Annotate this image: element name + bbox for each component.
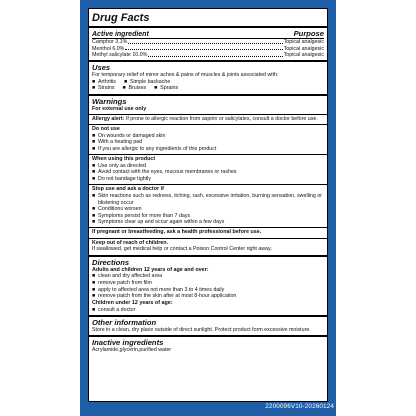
directions-heading: Directions	[92, 257, 130, 267]
active-ingredient-heading: Active ingredient	[92, 31, 149, 38]
children-heading: Children under 12 years of age:	[92, 299, 173, 306]
bullet-icon: ■	[92, 212, 96, 219]
list-item: ■ Do not bandage tightly	[92, 176, 152, 183]
bullet-icon: ■	[92, 132, 96, 139]
allergy-alert-section	[89, 115, 327, 125]
bullet-icon: ■	[92, 139, 96, 146]
drug-facts-panel	[88, 8, 328, 402]
uses-heading: Uses	[92, 63, 111, 73]
uses-text: For temporary relief of minor aches & pains of muscles & joints associated with:	[92, 72, 279, 79]
warnings-heading: Warnings	[92, 96, 127, 106]
list-item: ■ On wounds or damaged skin	[92, 132, 166, 139]
bullet-icon: ■	[92, 306, 96, 313]
lot-code: 2200096V10-20260124	[265, 403, 334, 410]
active-row	[92, 46, 324, 53]
purpose-heading: Purpose	[293, 29, 324, 38]
allergy-label: Allergy alert:	[92, 115, 125, 122]
use-item: Strains	[98, 85, 115, 92]
list-item: ■ Symptoms persist for more than 7 days	[92, 212, 191, 219]
list-item: ■ clean and dry affected area	[92, 273, 163, 280]
adults-heading: Adults and children 12 years of age and over:	[92, 266, 209, 273]
bullet-icon: ■	[92, 192, 96, 199]
list-item: ■ Skin reactions such as redness, itching, rash, excessive irritation, burning sensation, swelling or blistering occur	[92, 192, 323, 206]
bullet-icon: ■	[92, 273, 96, 280]
active-name: Camphor 3.1%	[92, 39, 128, 45]
active-header-row	[92, 29, 324, 39]
list-item: ■ Avoid contact with the eyes, mucous membranes or rashes	[92, 169, 237, 176]
bullet-icon: ■	[92, 85, 96, 92]
do-not-use-heading: Do not use	[92, 125, 120, 132]
use-item: Sprains	[160, 85, 179, 92]
allergy-text: If prone to allergic reaction from aspirin or salicylates, consult a doctor before use.	[124, 115, 318, 122]
left-edge	[0, 0, 32, 416]
list-item: ■ apply to affected area not more than 3 to 4 times daily	[92, 286, 225, 293]
when-using-section	[89, 155, 327, 185]
uses-row	[92, 85, 324, 92]
bullet-icon: ■	[92, 279, 96, 286]
keep-out-text: If swallowed, get medical help or contact a Poison Control Center right away.	[92, 246, 272, 253]
inactive-ingredients-heading: Inactive ingredients	[92, 337, 164, 347]
other-information-heading: Other information	[92, 317, 157, 327]
active-purpose: Topical analgesic	[283, 52, 324, 59]
inactive-ingredients-section	[89, 337, 327, 355]
bullet-icon: ■	[92, 145, 96, 152]
active-purpose: Topical analgesic	[283, 39, 324, 45]
bullet-icon: ■	[92, 162, 96, 169]
uses-section	[89, 62, 327, 95]
bullet-icon: ■	[92, 176, 96, 183]
bullet-icon: ■	[92, 206, 96, 213]
bullet-icon: ■	[92, 78, 96, 85]
use-item: Simple backache	[129, 78, 171, 85]
bullet-icon: ■	[92, 286, 96, 293]
do-not-use-section	[89, 125, 327, 155]
active-name: Menthol 6.0%	[92, 45, 125, 52]
drug-facts-title: Drug Facts	[89, 9, 327, 28]
list-item: ■ Conditions worsen	[92, 206, 142, 213]
allergy-alert	[92, 116, 324, 123]
inactive-ingredients-text: Acrylamide,glycerin,purified water	[92, 346, 172, 353]
pregnant-text: If pregnant or breastfeeding, ask a health professional before use.	[92, 229, 262, 236]
directions-section	[89, 257, 327, 317]
active-row	[92, 52, 324, 59]
uses-row	[92, 79, 324, 86]
bullet-icon: ■	[122, 85, 126, 92]
bullet-icon: ■	[92, 169, 96, 176]
stop-use-heading: Stop use and ask a doctor if	[92, 186, 164, 193]
bullet-icon: ■	[154, 85, 158, 92]
other-information-text: Store in a clean, dry place outside of direct sunlight. Protect product form excessive moisture.	[92, 326, 311, 333]
list-item: ■ remove patch from film	[92, 279, 152, 286]
bullet-icon: ■	[92, 219, 96, 226]
active-purpose: Topical analgesic	[283, 45, 324, 52]
list-item: ■ Use only as directed	[92, 162, 146, 169]
list-item: ■ If you are allergic to any ingredients of this product	[92, 145, 217, 152]
bullet-icon: ■	[123, 78, 128, 85]
bullet-icon: ■	[92, 293, 96, 300]
active-row	[92, 39, 324, 46]
list-item: ■ remove patch from the skin after at most 8-hour application	[92, 293, 237, 300]
active-name: Methyl salicylate 10.0%	[92, 52, 148, 59]
external-use-text: For external use only	[92, 105, 147, 112]
use-item: Bruises	[128, 85, 147, 92]
active-ingredient-section	[89, 28, 327, 62]
list-item: ■ Symptoms clear up and occur again within a few days	[92, 219, 225, 226]
keep-out-heading: Keep out of reach of children.	[92, 239, 169, 246]
stop-use-section	[89, 185, 327, 228]
use-item: Arthritis	[98, 78, 116, 85]
pregnant-section	[89, 228, 327, 238]
warnings-heading-section	[89, 96, 327, 115]
list-item: ■ consult a doctor	[92, 306, 136, 313]
other-information-section	[89, 317, 327, 337]
keep-out-section	[89, 239, 327, 257]
list-item: ■ With a heating pad	[92, 139, 143, 146]
when-using-heading: When using this product	[92, 156, 156, 163]
